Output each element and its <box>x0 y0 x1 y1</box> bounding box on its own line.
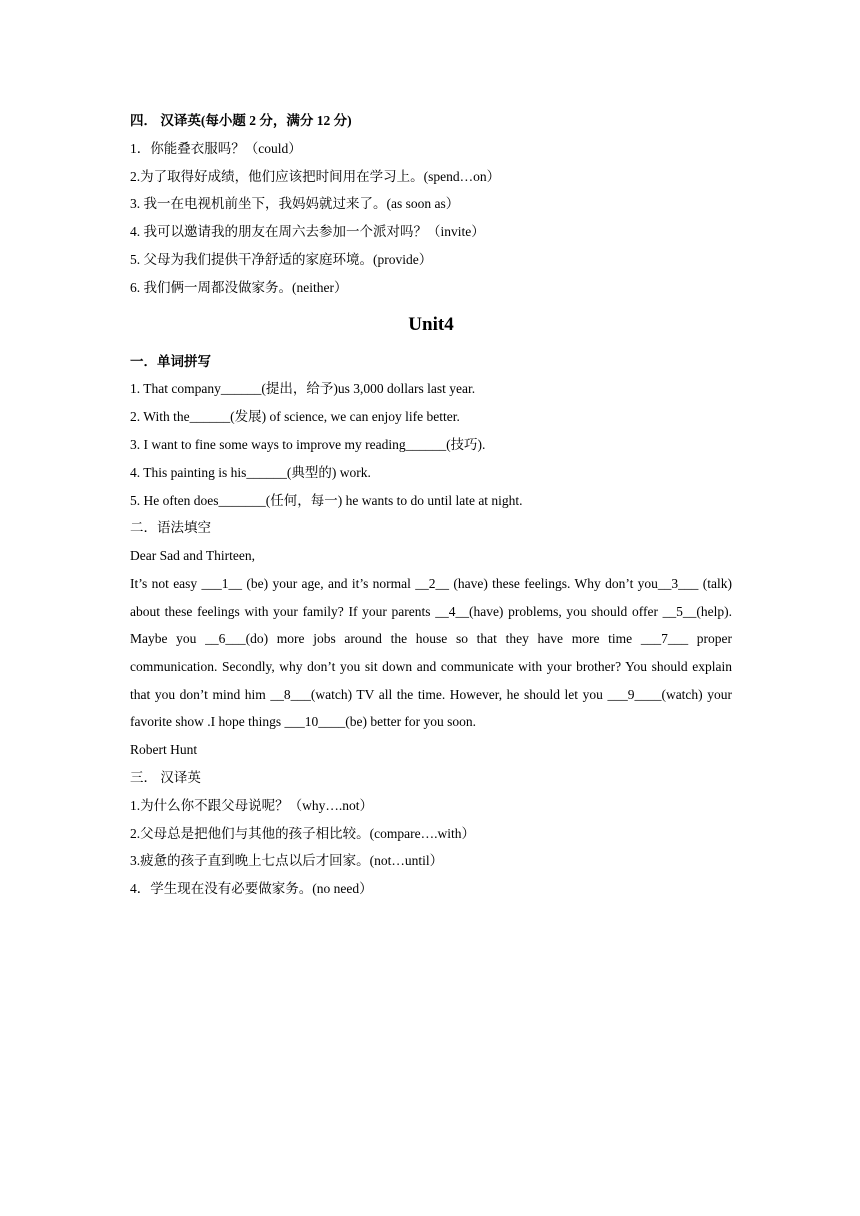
translation-item: 3.疲惫的孩子直到晚上七点以后才回家。(not…until） <box>130 853 444 869</box>
letter-body: It’s not easy ___1__ (be) your age, and it’s normal __2__ (have) these feelings. Why don’t you__3___ (talk) about these feelings with your family? If your parents __4__(have) problems, you should offer __5__(help). Maybe you __6___(do) more jobs around the house so that they have more time ___7___ proper communication. Secondly, why don’t you sit down and communicate with your brother? You should explain that you don’t mind him __8___(watch) TV all the time. However, he should let you ___9____(watch) your favorite show .I hope things ___10____(be) better for you soon. <box>130 575 732 730</box>
translation-item: 5. 父母为我们提供干净舒适的家庭环境。(provide） <box>130 251 433 267</box>
translation-item: 4．学生现在没有必要做家务。(no need） <box>130 881 373 897</box>
section-heading-translation-3: 三． 汉译英 <box>130 769 201 785</box>
translation-item: 1.为什么你不跟父母说呢？（why….not） <box>130 797 373 813</box>
letter-signature: Robert Hunt <box>130 742 198 758</box>
translation-item: 2.父母总是把他们与其他的孩子相比较。(compare….with） <box>130 825 475 841</box>
translation-item: 2.为了取得好成绩，他们应该把时间用在学习上。(spend…on） <box>130 168 501 184</box>
spelling-item: 2. With the______(发展) of science, we can enjoy life better. <box>130 409 460 425</box>
section-heading-grammar: 二．语法填空 <box>130 520 211 536</box>
translation-item: 6. 我们俩一周都没做家务。(neither） <box>130 279 348 295</box>
section-heading-translation-4: 四． 汉译英(每小题 2 分，满分 12 分) <box>130 113 352 128</box>
unit-title: Unit4 <box>408 313 454 335</box>
spelling-item: 5. He often does_______(任何，每一) he wants to do until late at night. <box>130 492 523 508</box>
translation-item: 4. 我可以邀请我的朋友在周六去参加一个派对吗？（invite） <box>130 224 485 240</box>
spelling-item: 1. That company______(提出，给予)us 3,000 dollars last year. <box>130 381 476 397</box>
translation-item: 1．你能叠衣服吗？（could） <box>130 140 302 156</box>
section-heading-spelling: 一．单词拼写 <box>130 353 211 369</box>
spelling-item: 4. This painting is his______(典型的) work. <box>130 464 371 480</box>
letter-greeting: Dear Sad and Thirteen, <box>130 548 255 564</box>
page-content <box>130 107 732 903</box>
translation-item: 3. 我一在电视机前坐下，我妈妈就过来了。(as soon as） <box>130 196 460 212</box>
spelling-item: 3. I want to fine some ways to improve my reading______(技巧). <box>130 436 486 452</box>
